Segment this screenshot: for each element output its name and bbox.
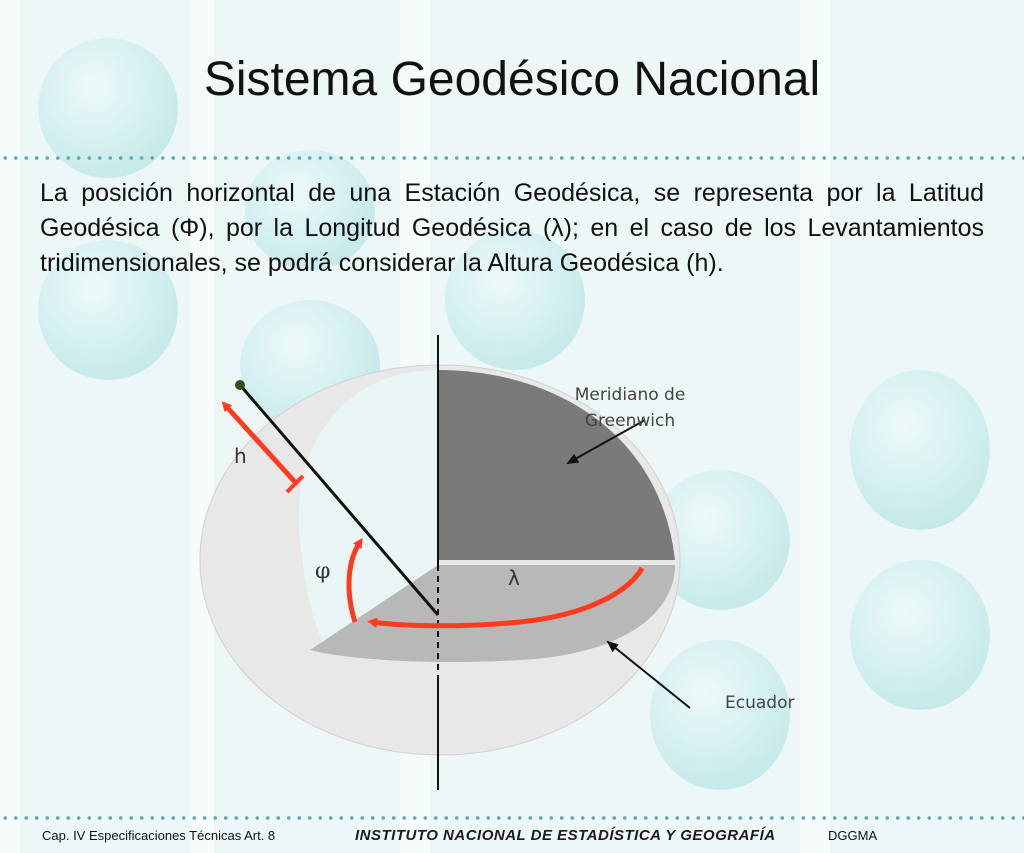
label-meridiano-line2: Greenwich	[584, 411, 676, 431]
station-point	[235, 380, 245, 390]
label-meridiano-line1: Meridiano de	[574, 385, 686, 405]
label-phi: φ	[315, 559, 331, 584]
label-lambda: λ	[508, 566, 520, 590]
label-h: h	[234, 444, 247, 468]
divider-bottom	[0, 815, 1024, 821]
geodesic-diagram	[190, 330, 795, 795]
label-ecuador: Ecuador	[725, 693, 795, 713]
body-paragraph: La posición horizontal de una Estación Geodésica, se representa por la Latitud Geodésica (Φ), por la Longitud Geodésica (λ); en el caso de los Levantamientos tridimensionales, se podrá considerar la Altura Geodésica (h).	[40, 179, 984, 277]
page-title: Sistema Geodésico Nacional	[203, 53, 821, 106]
footer-department: DGGMA	[828, 828, 878, 843]
footer-chapter: Cap. IV Especificaciones Técnicas Art. 8	[42, 828, 276, 843]
footer-institution: INSTITUTO NACIONAL DE ESTADÍSTICA Y GEOGRAFÍA	[355, 827, 776, 844]
divider-top	[0, 155, 1024, 161]
